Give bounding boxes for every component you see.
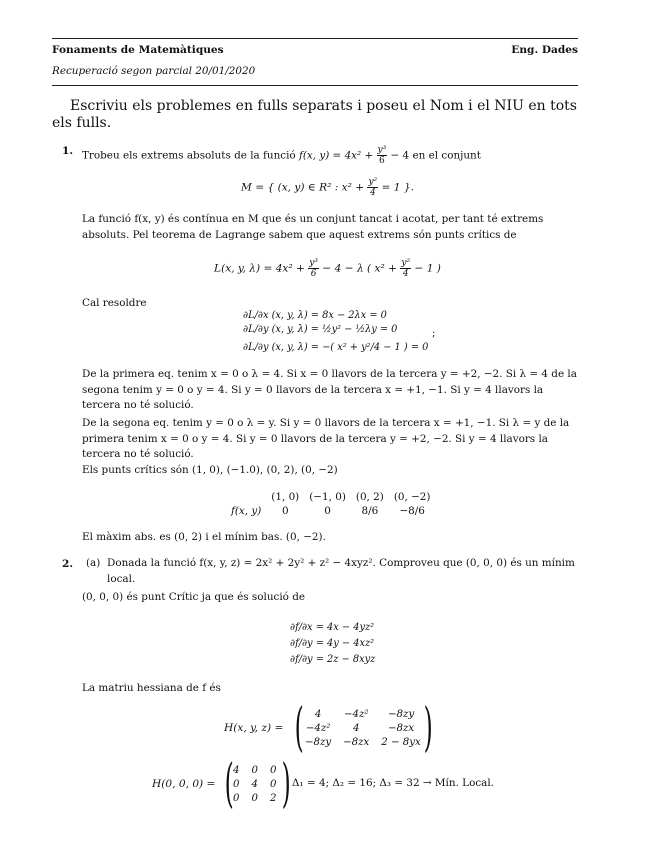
matrix-cell: 4	[314, 709, 322, 720]
lagrangian	[0, 258, 655, 279]
matrix-row	[227, 764, 282, 778]
matrix-cell: 4	[352, 723, 360, 734]
matrix-cell: −8zx	[387, 723, 415, 734]
table-cell: 8/6	[361, 505, 379, 517]
matrix-cell: −4z²	[343, 709, 369, 720]
statement-text-end: − 4 en el conjunt	[387, 149, 481, 162]
problem-2-part: (a)	[86, 557, 101, 569]
h0-matrix	[227, 764, 282, 806]
matrix-cell: 0	[233, 779, 240, 790]
table-header-cell: (0, 2)	[355, 491, 384, 503]
lagr-den-1: 6	[310, 269, 317, 279]
matrix-cell: 2	[269, 793, 277, 804]
matrix-cell: 2 − 8yx	[381, 737, 421, 748]
cal-resoldre: Cal resoldre	[82, 297, 147, 309]
matrix-cell: 0	[251, 793, 258, 804]
statement-text: Trobeu els extrems absoluts de la funció	[82, 149, 299, 162]
lagrange-eq-1: ∂L/∂x (x, y, λ) = 8x − 2λx = 0	[243, 310, 387, 321]
matrix-cell: −8zx	[343, 737, 370, 748]
h0-left-paren: (	[224, 754, 234, 814]
critical-points: Els punts crítics són (1, 0), (−1.0), (0, 2), (0, −2)	[82, 464, 338, 476]
lagr-mid: − 4 − λ ( x² +	[318, 262, 401, 275]
values-table	[226, 490, 435, 518]
hessian-label: H(x, y, z) =	[224, 722, 284, 734]
hessian-left-paren: (	[294, 698, 304, 758]
lagr-right: − 1 )	[411, 262, 441, 275]
table-cell: 0	[324, 505, 331, 517]
table-corner	[226, 490, 266, 504]
hessian-matrix	[299, 708, 427, 750]
lagrange-eq-3: ∂L/∂y (x, y, λ) = −( x² + y²/4 − 1 ) = 0	[243, 342, 429, 353]
paragraph-continuity: La funció f(x, y) és contínua en M que és un conjunt tancat i acotat, per tant té extrems absoluts. Pel teorema de Lagrange sabem que aquest extrems són punts crítics de	[82, 213, 544, 241]
problem-1-conclusion: El màxim abs. es (0, 2) i el mínim bas. (0, −2).	[82, 531, 326, 543]
problem-1-number: 1.	[62, 145, 74, 157]
top-rule	[52, 38, 578, 39]
lagrange-eq-2: ∂L/∂y (x, y, λ) = ½y² − ½λy = 0	[243, 324, 398, 335]
lagr-num-2: y²	[401, 258, 411, 268]
matrix-row	[227, 778, 282, 792]
function-def: f(x, y) = 4x² +	[298, 149, 377, 162]
table-cell: −8/6	[399, 505, 425, 517]
matrix-row	[227, 792, 282, 806]
lagr-left: L(x, y, λ) = 4x² +	[214, 262, 309, 275]
fraction	[377, 145, 388, 166]
set-frac-den: 4	[369, 188, 376, 198]
system-semicolon: ;	[432, 328, 436, 339]
gradient-eq-3: ∂f/∂y = 2z − 8xyz	[290, 654, 376, 665]
matrix-cell: −8zy	[305, 737, 332, 748]
h0-result: Δ₁ = 4; Δ₂ = 16; Δ₃ = 32 → Mín. Local.	[292, 777, 494, 789]
frac-den: 6	[379, 156, 385, 166]
table-row-label: f(x, y)	[231, 505, 262, 517]
table-header-row	[226, 490, 435, 504]
set-left: M = { (x, y) ∈ R² : x² +	[241, 181, 368, 194]
set-frac-num: y²	[368, 177, 378, 187]
paragraph-second-eq: De la segona eq. tenim y = 0 o λ = y. Si y = 0 llavors de la tercera x = +1, −1. Si λ = y de la primera tenim x = 0 o y = 4. Si y = 0 llavors de la tercera y = +2, −2. Si y = 4 llavors la tercera no té solució.	[82, 417, 570, 460]
lagr-frac-1	[308, 258, 319, 279]
matrix-row	[299, 708, 427, 722]
critical-point-text: (0, 0, 0) és punt Crític ja que és solució de	[82, 591, 306, 603]
course-title: Fonaments de Matemàtiques	[52, 44, 224, 56]
problem-1-statement	[82, 145, 481, 166]
paragraph-first-eq: De la primera eq. tenim x = 0 o λ = 4. Si x = 0 llavors de la tercera y = +2, −2. Si λ = 4 de la segona tenim y = 0 o y = 4. Si y = 0 llavors de la tercera x = +1, −1. Si y = 4 llavors la tercera no té solució.	[82, 368, 577, 411]
table-row	[226, 504, 435, 518]
exam-subtitle: Recuperació segon parcial 20/01/2020	[52, 65, 256, 77]
matrix-cell: 0	[269, 765, 277, 776]
matrix-cell: 4	[251, 779, 258, 790]
set-M	[0, 177, 655, 198]
lagr-den-2: 4	[402, 269, 409, 279]
gradient-eq-1: ∂f/∂x = 4x − 4yz²	[290, 622, 375, 633]
matrix-cell: 0	[233, 793, 240, 804]
matrix-row	[299, 722, 427, 736]
table-header-cell: (1, 0)	[271, 491, 300, 503]
header-rule	[52, 85, 578, 86]
hessian-intro: La matriu hessiana de f és	[82, 682, 221, 694]
set-fraction	[367, 177, 378, 198]
lagr-frac-2	[400, 258, 411, 279]
frac-num: y³	[377, 145, 387, 155]
table-cell: 0	[281, 505, 289, 517]
lagr-num-1: y³	[309, 258, 318, 268]
degree-label: Eng. Dades	[511, 44, 578, 56]
table-header-cell: (0, −2)	[393, 491, 431, 503]
gradient-eq-2: ∂f/∂y = 4y − 4xz²	[290, 638, 375, 649]
hessian-right-paren: )	[423, 698, 433, 758]
table-header-cell: (−1, 0)	[309, 491, 346, 503]
matrix-cell: 0	[251, 765, 258, 776]
set-right: = 1 }.	[378, 181, 414, 194]
problem-2-number: 2.	[62, 558, 74, 570]
matrix-row	[299, 736, 427, 750]
matrix-cell: 4	[233, 765, 240, 776]
matrix-cell: −4z²	[305, 723, 331, 734]
h0-right-paren: )	[281, 754, 291, 814]
matrix-cell: 0	[269, 779, 277, 790]
instructions: Escriviu els problemes en fulls separats i poseu el Nom i el NIU en tots els fulls.	[52, 98, 577, 131]
problem-2-statement: Donada la funció f(x, y, z) = 2x² + 2y² + z² − 4xyz². Comproveu que (0, 0, 0) és un mínim local.	[107, 557, 575, 585]
h0-label: H(0, 0, 0) =	[152, 778, 216, 790]
matrix-cell: −8zy	[387, 709, 415, 720]
